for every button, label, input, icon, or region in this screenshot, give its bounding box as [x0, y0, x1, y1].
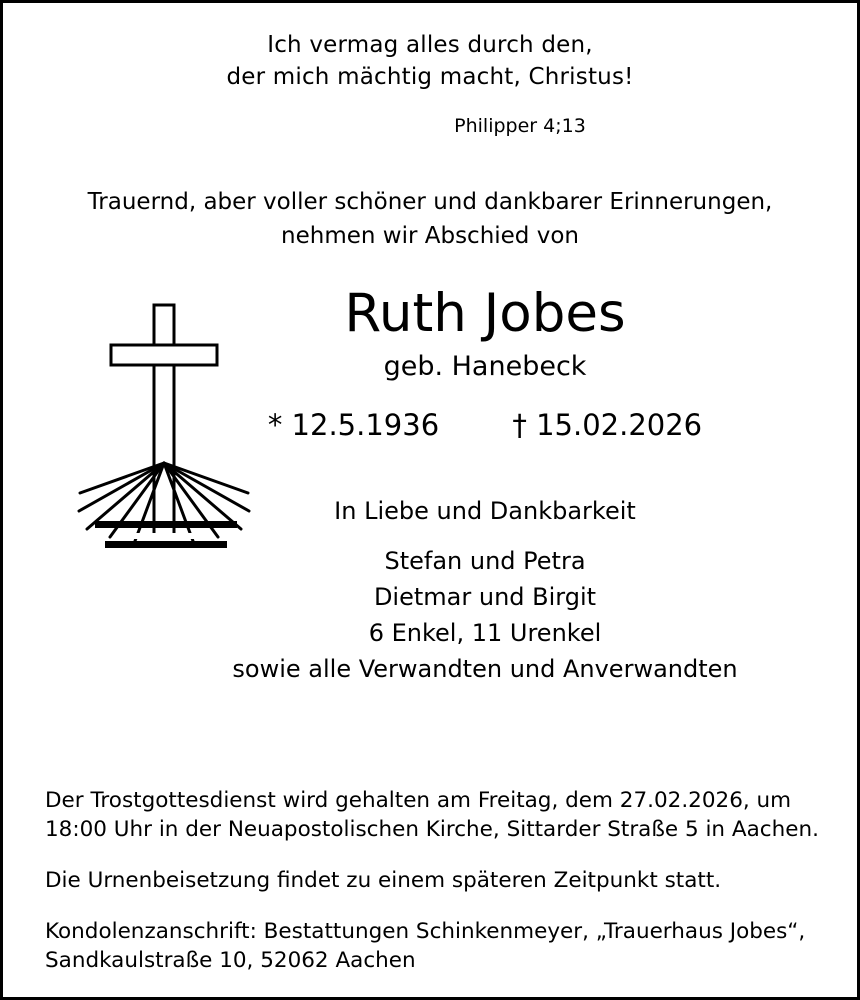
main-area [3, 283, 857, 686]
deceased-name: Ruth Jobes [344, 283, 626, 344]
cross-with-rays-icon [65, 293, 275, 563]
death-date: † 15.02.2026 [512, 408, 703, 442]
verse-line-1: Ich vermag alles durch den, [267, 32, 593, 58]
family-member: Dietmar und Birgit [373, 583, 597, 611]
family-member: 6 Enkel, 11 Urenkel [368, 619, 602, 647]
verse-reference: Philipper 4;13 [454, 115, 586, 137]
service-details: Der Trostgottesdienst wird gehalten am Freitag, dem 27.02.2026, um 18:00 Uhr in der Neuapostolischen Kirche, Sittarder Straße 5 in Aachen. [45, 788, 819, 842]
condolence-address: Kondolenzanschrift: Bestattungen Schinkenmeyer, „Trauerhaus Jobes“, Sandkaulstraße 10, 52062 Aachen [45, 919, 806, 973]
family-member: Stefan und Petra [384, 547, 586, 575]
intro-line-1: Trauernd, aber voller schöner und dankbarer Erinnerungen, [87, 189, 773, 215]
family-member: sowie alle Verwandten und Anverwandten [232, 655, 738, 683]
family-heading: In Liebe und Dankbarkeit [334, 497, 636, 525]
birth-date: * 12.5.1936 [267, 408, 440, 442]
intro-block [3, 185, 857, 253]
footer-block [45, 786, 821, 979]
intro-line-2: nehmen wir Abschied von [281, 223, 579, 249]
verse-line-2: der mich mächtig macht, Christus! [226, 64, 634, 90]
burial-details: Die Urnenbeisetzung findet zu einem späteren Zeitpunkt statt. [45, 868, 722, 893]
deceased-maiden-name: geb. Hanebeck [383, 351, 587, 382]
verse-block [3, 3, 857, 137]
